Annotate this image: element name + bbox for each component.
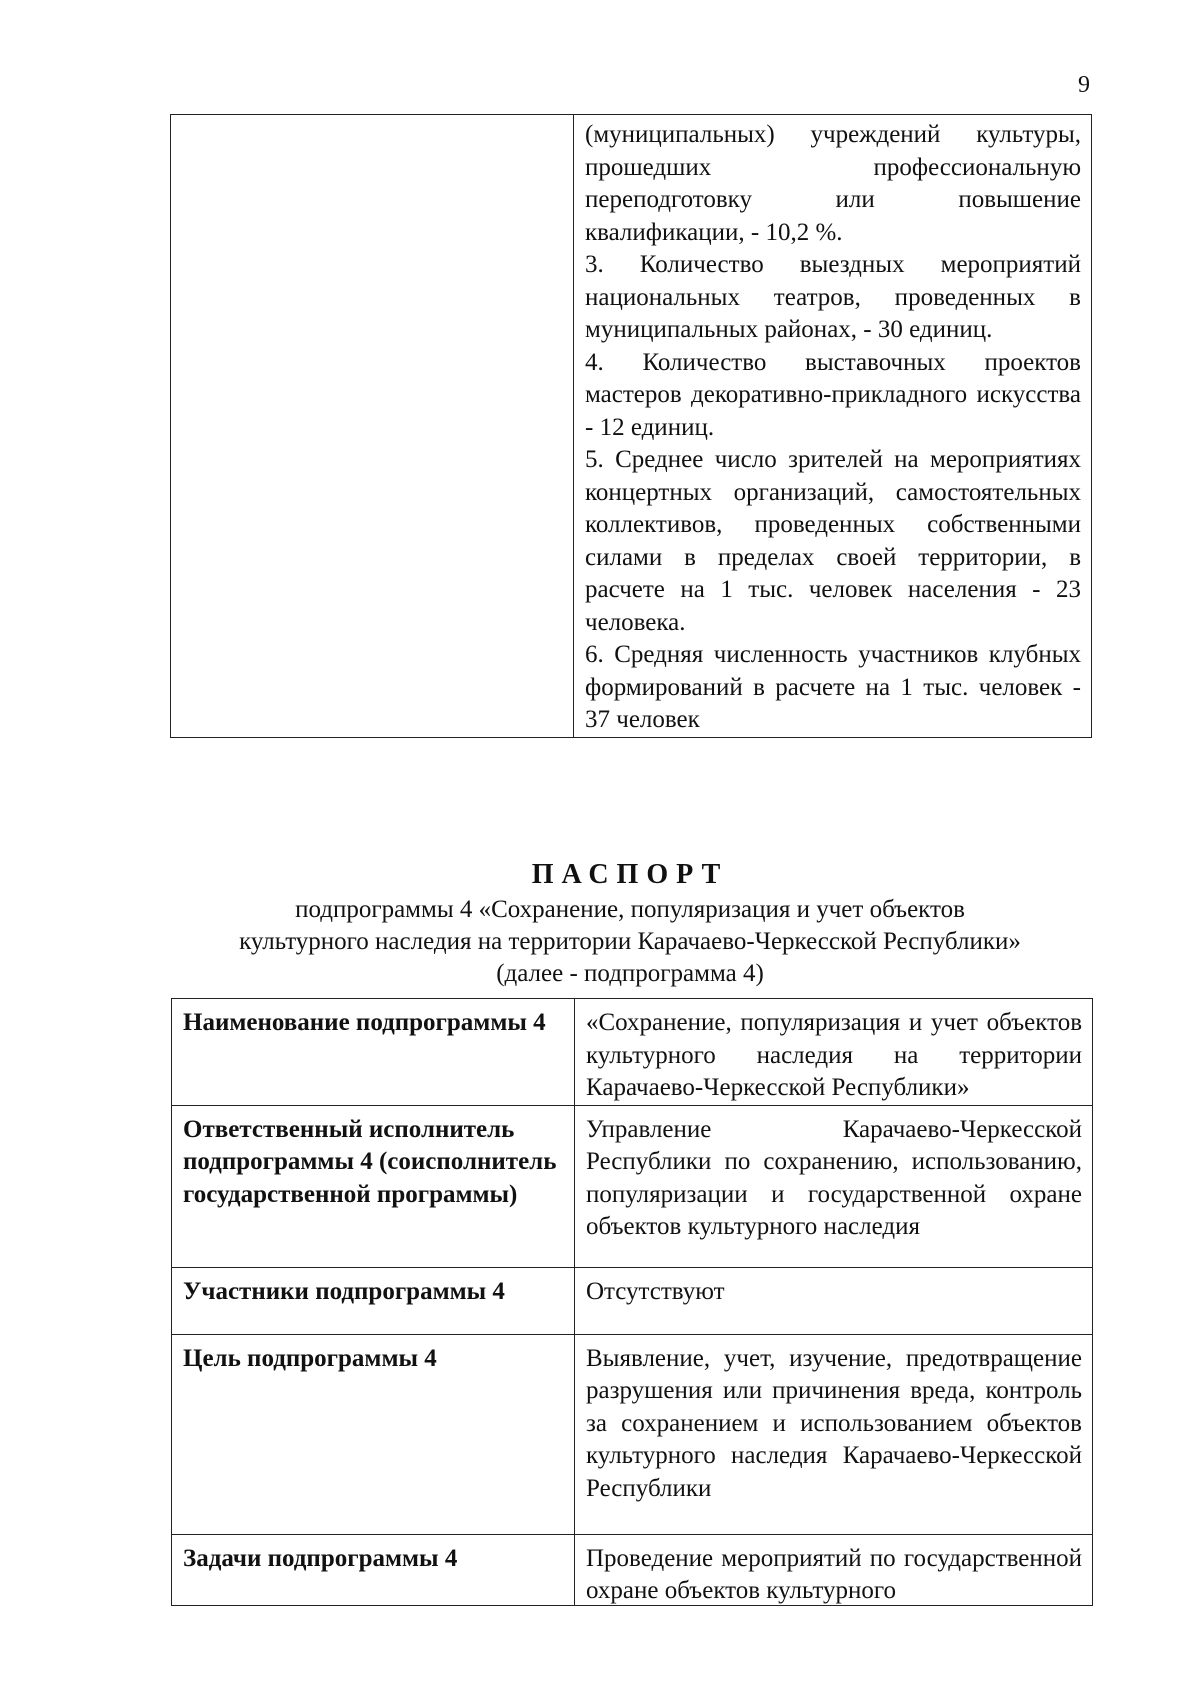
indicator-paragraph: (муниципальных) учреждений культуры, прошедших профессиональную переподготовку или повышение квалификации, - 10,2 %. (585, 121, 1081, 246)
row-label: Цель подпрограммы 4 (183, 1344, 437, 1372)
row-value: Отсутствуют (586, 1277, 725, 1305)
row-label: Наименование подпрограммы 4 (183, 1009, 546, 1036)
passport-heading (120, 858, 1140, 990)
subtitle-line: (далее - подпрограмма 4) (496, 960, 764, 987)
row-value: Управление Карачаево-Черкесской Республики по сохранению, использованию, популяризации и государственной охране объектов культурного наследия (586, 1115, 1082, 1240)
table-row (172, 1534, 1093, 1605)
indicator-paragraph: 4. Количество выставочных проектов мастеров декоративно-прикладного искусства - 12 единиц. (585, 348, 1081, 441)
empty-left-cell (171, 115, 574, 738)
passport-table (171, 998, 1093, 1606)
row-value: Проведение мероприятий по государственной охране объектов культурного (586, 1544, 1082, 1604)
table-row (172, 1334, 1093, 1534)
table-row (171, 115, 1092, 738)
row-label: Задачи подпрограммы 4 (183, 1544, 458, 1572)
indicator-paragraph: 3. Количество выездных мероприятий национальных театров, проведенных в муниципальных районах, - 30 единиц. (585, 251, 1081, 343)
subtitle-line: подпрограммы 4 «Сохранение, популяризация и учет объектов (295, 896, 965, 923)
passport-title: ПАСПОРТ (531, 859, 729, 890)
row-label: Участники подпрограммы 4 (183, 1277, 505, 1305)
row-value: Выявление, учет, изучение, предотвращение разрушения или причинения вреда, контроль за сохранением и использованием объектов культурного наследия Карачаево-Черкесской Республики (586, 1344, 1082, 1502)
row-value: «Сохранение, популяризация и учет объектов культурного наследия на территории Карачаево-Черкесской Республики» (586, 1009, 1082, 1101)
table-row (172, 1267, 1093, 1334)
row-label: Ответственный исполнитель подпрограммы 4 (соисполнитель государственной программы) (183, 1115, 557, 1208)
table-row (172, 1105, 1093, 1267)
indicator-paragraph: 5. Среднее число зрителей на мероприятиях концертных организаций, самостоятельных коллективов, проведенных собственными силами в пределах своей территории, в расчете на 1 тыс. человек населения - 23 человека. (585, 446, 1081, 636)
page-number: 9 (1078, 72, 1090, 98)
subtitle-line: культурного наследия на территории Карачаево-Черкесской Республики» (239, 928, 1021, 955)
table-row (172, 999, 1093, 1106)
indicator-paragraph: 6. Средняя численность участников клубных формирований в расчете на 1 тыс. человек - 37 человек (585, 641, 1081, 733)
continued-indicators-table (170, 114, 1092, 738)
indicators-cell (574, 115, 1092, 738)
